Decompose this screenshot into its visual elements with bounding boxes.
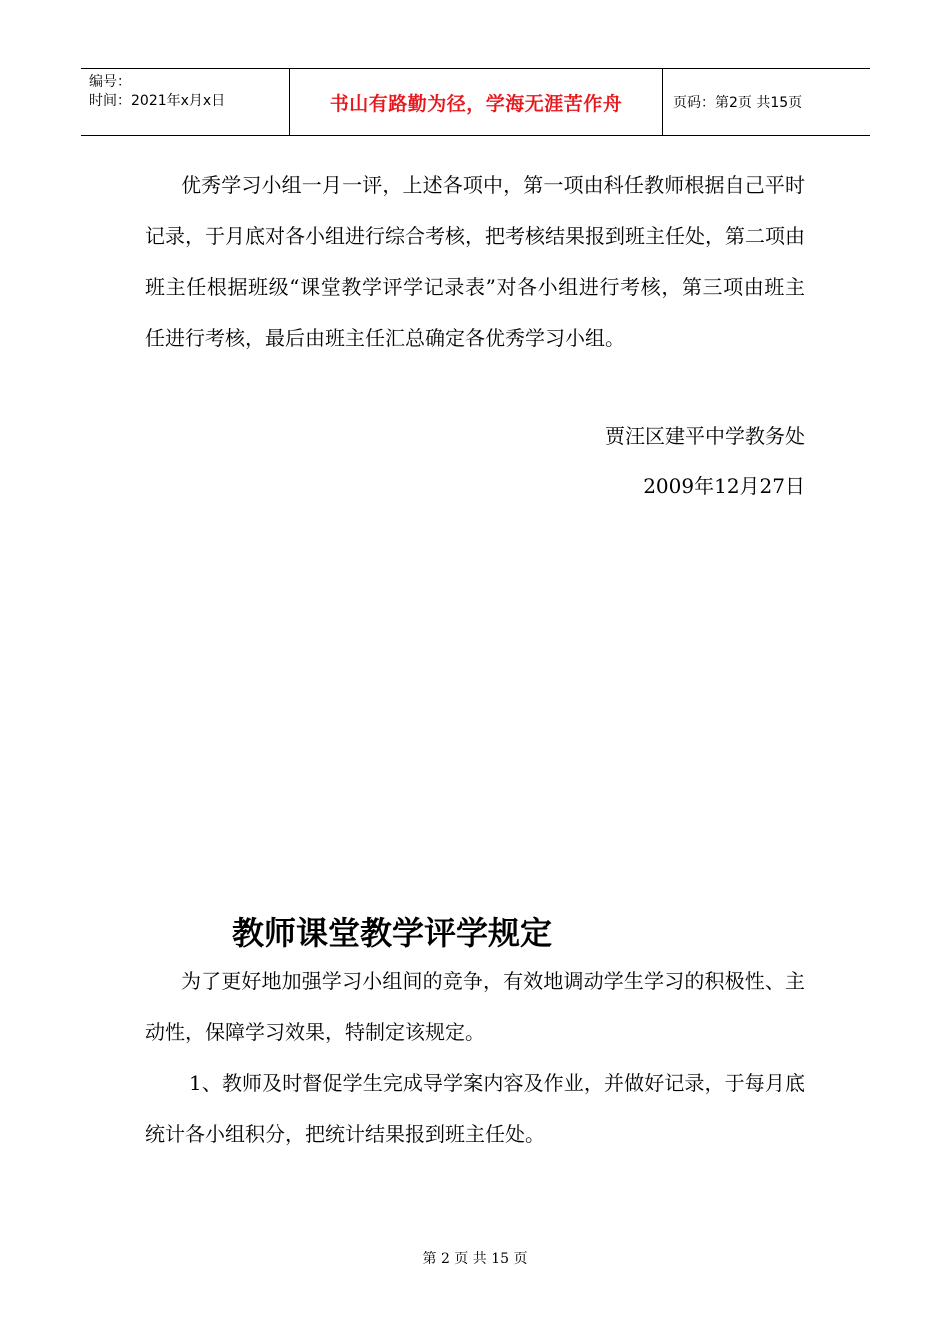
header-motto-cell [290, 69, 663, 136]
intro-paragraph: 为了更好地加强学习小组间的竞争，有效地调动学生学习的积极性、主动性，保障学习效果，特制定该规定。 [145, 969, 805, 1044]
document-header [81, 68, 870, 136]
date-text: 2009年12月27日 [643, 474, 805, 498]
section-title: 教师课堂教学评学规定 [232, 914, 553, 952]
page-footer: 第 2 页 共 15 页 [422, 1251, 528, 1267]
motto-text: 书山有路勤为径，学海无涯苦作舟 [329, 92, 623, 115]
signature-text: 贾汪区建平中学教务处 [605, 424, 805, 448]
evaluation-paragraph: 优秀学习小组一月一评，上述各项中，第一项由科任教师根据自己平时记录，于月底对各小组进行综合考核，把考核结果报到班主任处，第二项由班主任根据班级“课堂教学评学记录表”对各小组进行考核，第三项由班主任进行考核，最后由班主任汇总确定各优秀学习小组。 [145, 173, 805, 350]
number-label: 编号： [89, 74, 131, 90]
page-number-label: 页码：第2页 共15页 [663, 69, 871, 136]
time-label: 时间：2021年x月x日 [89, 93, 226, 109]
rule-item-1: 1、教师及时督促学生完成导学案内容及作业，并做好记录，于每月底统计各小组积分，把统计结果报到班主任处。 [145, 1071, 805, 1146]
header-meta-cell [81, 69, 290, 136]
